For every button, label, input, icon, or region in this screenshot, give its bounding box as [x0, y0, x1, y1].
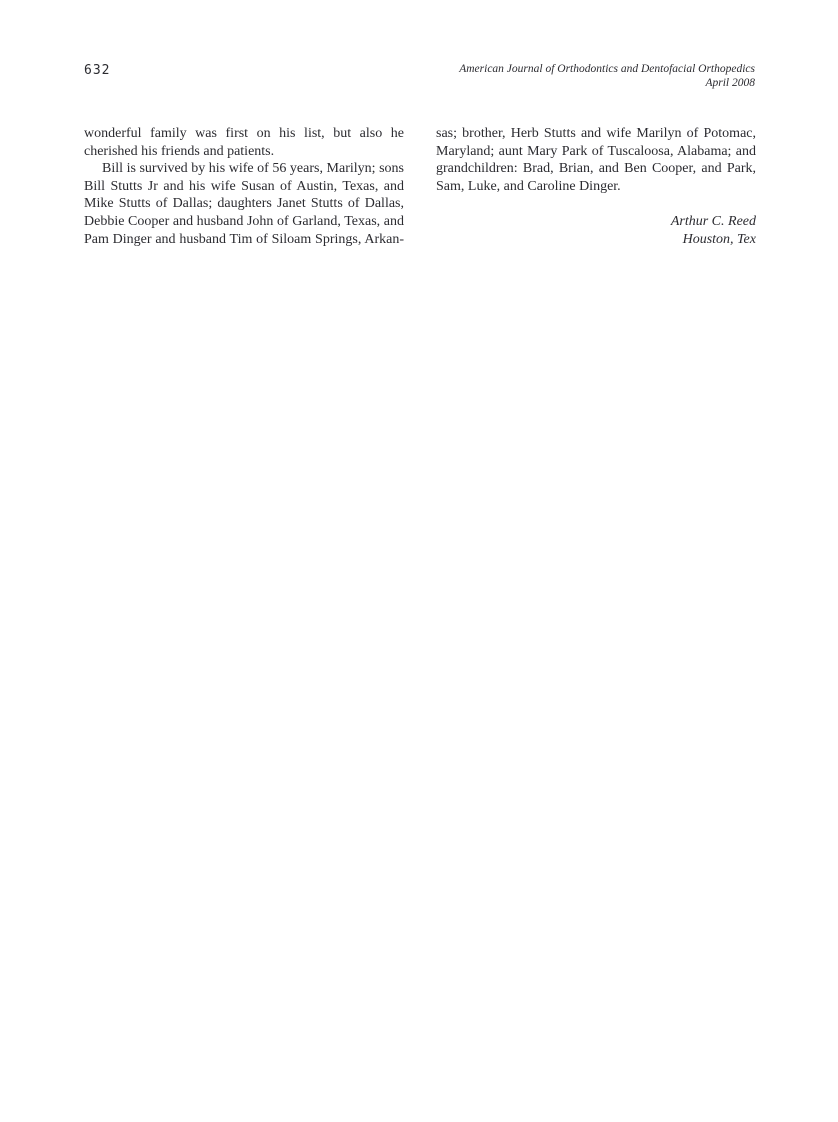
- page-number: 632: [84, 63, 111, 78]
- text-line: sas; brother, Herb Stutts and wife Marilyn of Potomac,: [436, 126, 756, 141]
- text-line: Sam, Luke, and Caroline Dinger.: [436, 178, 621, 194]
- signature-location: Houston, Tex: [682, 231, 756, 247]
- journal-title: American Journal of Orthodontics and Dentofacial Orthopedics: [459, 63, 755, 75]
- text-line: Mike Stutts of Dallas; daughters Janet Stutts of Dallas,: [84, 196, 404, 212]
- text-line: grandchildren: Brad, Brian, and Ben Cooper, and Park,: [436, 161, 756, 177]
- text-line: Debbie Cooper and husband John of Garland, Texas, and: [84, 213, 404, 229]
- text-line: wonderful family was first on his list, but also he: [84, 126, 404, 141]
- text-line: cherished his friends and patients.: [84, 143, 275, 159]
- text-line: Pam Dinger and husband Tim of Siloam Springs, Arkan-: [84, 231, 404, 247]
- signature-block: [436, 213, 756, 247]
- page-header: [84, 62, 755, 90]
- issue-date: April 2008: [705, 77, 755, 89]
- text-line: Bill Stutts Jr and his wife Susan of Austin, Texas, and: [84, 178, 404, 194]
- left-column: [84, 125, 404, 248]
- right-column: [436, 125, 756, 248]
- article-body: [84, 125, 756, 248]
- text-line: Bill is survived by his wife of 56 years, Marilyn; sons: [102, 161, 404, 177]
- journal-masthead: [459, 62, 755, 90]
- text-line: Maryland; aunt Mary Park of Tuscaloosa, Alabama; and: [436, 143, 756, 159]
- signature-author: Arthur C. Reed: [670, 214, 756, 230]
